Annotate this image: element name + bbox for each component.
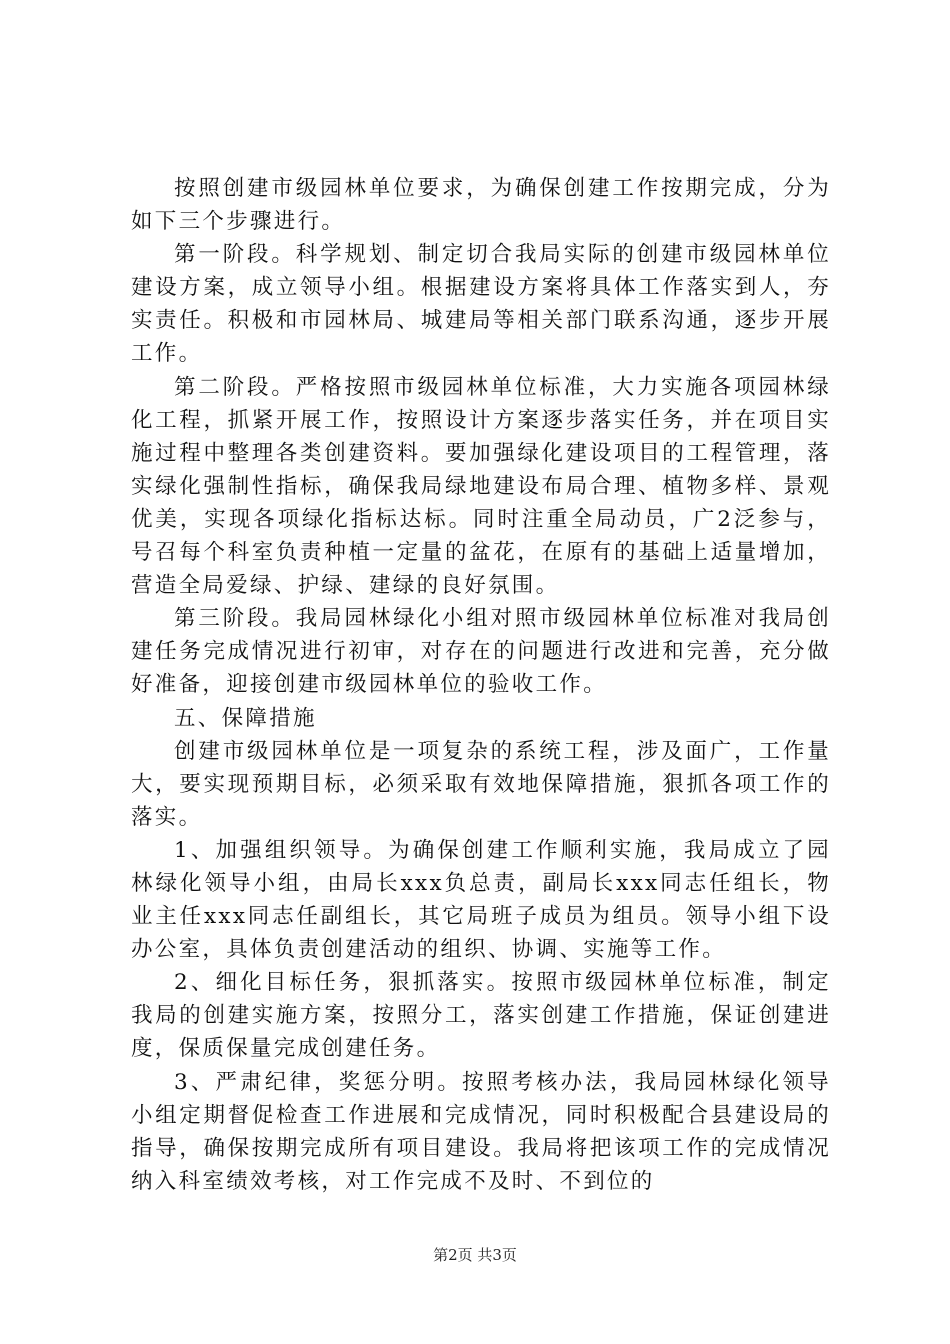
page-number-footer: 第2页 共3页 xyxy=(433,1246,517,1264)
paragraph-safeguards-intro: 创建市级园林单位是一项复杂的系统工程，涉及面广，工作量大，要实现预期目标，必须采取有效地保障措施，狠抓各项工作的落实。 xyxy=(131,738,831,830)
paragraph-stage-three: 第三阶段。我局园林绿化小组对照市级园林单位标准对我局创建任务完成情况进行初审，对存在的问题进行改进和完善，充分做好准备，迎接创建市级园林单位的验收工作。 xyxy=(131,606,831,698)
paragraph-measure-one: 1、加强组织领导。为确保创建工作顺利实施，我局成立了园林绿化领导小组，由局长xxx负总责，副局长xxx同志任组长，物业主任xxx同志任副组长，其它局班子成员为组员。领导小组下设办公室，具体负责创建活动的组织、协调、实施等工作。 xyxy=(131,837,831,963)
paragraph-measure-two: 2、细化目标任务，狠抓落实。按照市级园林单位标准，制定我局的创建实施方案，按照分工，落实创建工作措施，保证创建进度，保质保量完成创建任务。 xyxy=(131,970,831,1062)
paragraph-stage-two: 第二阶段。严格按照市级园林单位标准，大力实施各项园林绿化工程，抓紧开展工作，按照设计方案逐步落实任务，并在项目实施过程中整理各类创建资料。要加强绿化建设项目的工程管理，落实绿化强制性指标，确保我局绿地建设布局合理、植物多样、景观优美，实现各项绿化指标达标。同时注重全局动员，广2泛参与，号召每个科室负责种植一定量的盆花，在原有的基础上适量增加，营造全局爱绿、护绿、建绿的良好氛围。 xyxy=(131,374,831,599)
document-body xyxy=(131,172,831,1198)
paragraph-measure-three: 3、严肃纪律，奖惩分明。按照考核办法，我局园林绿化领导小组定期督促检查工作进展和完成情况，同时积极配合县建设局的指导，确保按期完成所有项目建设。我局将把该项工作的完成情况纳入科室绩效考核，对工作完成不及时、不到位的 xyxy=(131,1069,831,1194)
paragraph-stage-one: 第一阶段。科学规划、制定切合我局实际的创建市级园林单位建设方案，成立领导小组。根据建设方案将具体工作落实到人，夯实责任。积极和市园林局、城建局等相关部门联系沟通，逐步开展工作。 xyxy=(131,242,831,367)
section-heading-safeguards: 五、保障措施 xyxy=(174,705,317,731)
paragraph-intro: 按照创建市级园林单位要求，为确保创建工作按期完成，分为如下三个步骤进行。 xyxy=(131,176,831,235)
